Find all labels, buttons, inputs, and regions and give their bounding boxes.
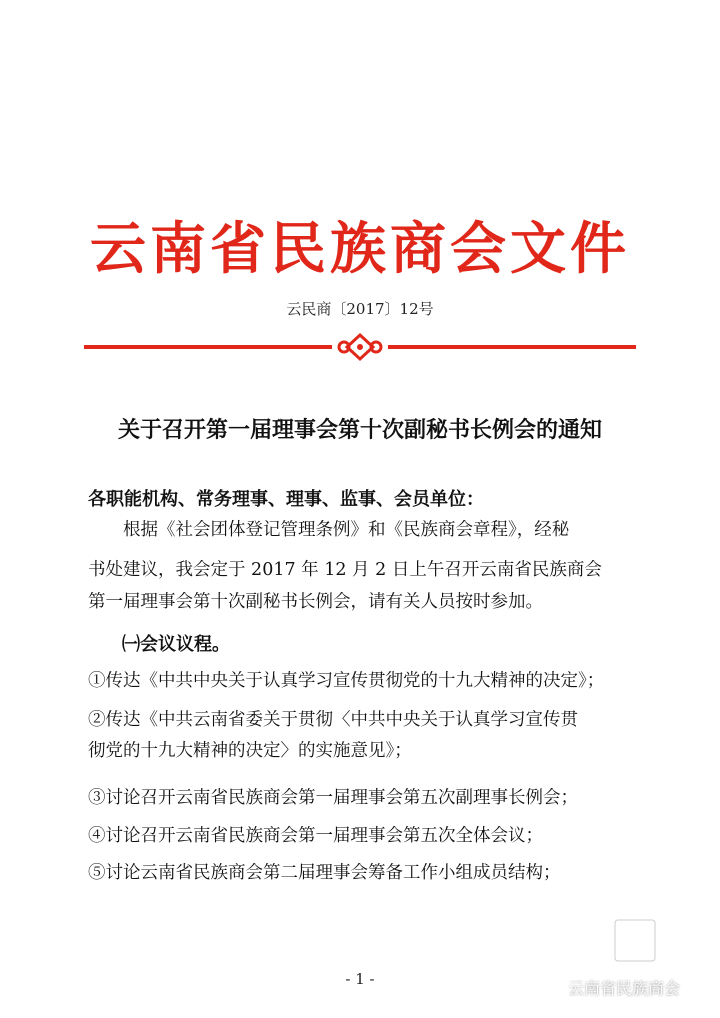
notice-title: 关于召开第一届理事会第十次副秘书长例会的通知	[117, 417, 602, 443]
agenda-item: ①传达《中共中央关于认真学习宣传贯彻党的十九大精神的决定》；	[88, 671, 605, 691]
agenda-item: 彻党的十九大精神的决定〉的实施意见》；	[88, 741, 412, 761]
account-watermark	[540, 976, 680, 999]
page-number: - 1 -	[345, 970, 375, 988]
document-number: 云民商〔2017〕12号	[286, 300, 434, 318]
account-name: 云南省民族商会	[568, 979, 681, 998]
body-line: 根据《社会团体登记管理条例》和《民族商会章程》，经秘	[123, 520, 570, 540]
body-line: 第一届理事会第十次副秘书长例会，请有关人员按时参加。	[88, 592, 543, 612]
section-heading: ㈠会议议程。	[122, 634, 230, 655]
red-divider-ornament	[84, 332, 636, 362]
body-line: 书处建议，我会定于 2017 年 12 月 2 日上午召开云南省民族商会	[88, 560, 602, 580]
agenda-item: ④讨论召开云南省民族商会第一届理事会第五次全体会议；	[88, 826, 543, 846]
org-title: 云南省民族商会文件	[90, 216, 630, 282]
agenda-item: ②传达《中共云南省委关于贯彻〈中共中央关于认真学习宣传贯	[88, 710, 578, 730]
shang-logo-icon	[612, 908, 658, 964]
agenda-item: ③讨论召开云南省民族商会第一届理事会第五次副理事长例会；	[88, 788, 578, 808]
salutation: 各职能机构、常务理事、理事、监事、会员单位：	[88, 489, 484, 510]
agenda-item: ⑤讨论云南省民族商会第二届理事会筹备工作小组成员结构；	[88, 863, 561, 883]
wechat-icon	[540, 979, 562, 997]
